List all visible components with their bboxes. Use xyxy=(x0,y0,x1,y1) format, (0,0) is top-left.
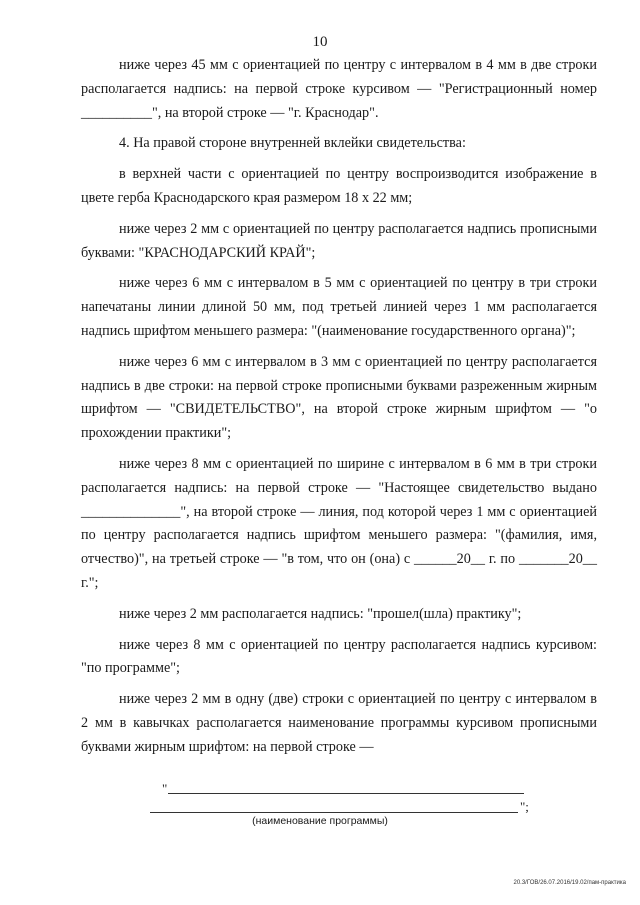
program-line-1 xyxy=(168,793,524,794)
document-footer-code: 20.3/ГОВ/26.07.2016/19.02/пам-практика xyxy=(513,880,626,886)
paragraph: в верхней части с ориентацией по центру воспроизводится изображение в цвете герба Краснодарского края размером 18 х 22 мм; xyxy=(81,166,597,206)
paragraph: ниже через 2 мм располагается надпись: "прошел(шла) практику"; xyxy=(119,605,522,622)
paragraph: ниже через 2 мм в одну (две) строки с ориентацией по центру с интервалом в 2 мм в кавычках располагается наименование программы курсивом прописными буквами жирным шрифтом: на первой строке — xyxy=(81,691,597,755)
program-close-quote: "; xyxy=(520,799,529,814)
document-body xyxy=(81,54,597,767)
paragraph: ниже через 2 мм с ориентацией по центру располагается надпись прописными буквами: "КРАСНОДАРСКИЙ КРАЙ"; xyxy=(81,220,597,261)
program-caption: (наименование программы) xyxy=(252,815,388,827)
paragraph: ниже через 45 мм с ориентацией по центру с интервалом в 4 мм в две строки располагается надпись: на первой строке курсивом — "Регистрационный номер __________", на второй строке — "г. Краснодар". xyxy=(81,57,597,121)
page-number: 10 xyxy=(312,34,328,50)
paragraph: ниже через 8 мм с ориентацией по ширине с интервалом в 6 мм в три строки располагается надпись: на первой строке — "Настоящее свидетельство выдано ______________", на второй строке — линия, под которой через 1 мм с ориентацией по центру располагается надпись шрифтом меньшего размера: "(фамилия, имя, отчество)", на третьей строке — "в том, что он (она) с ______20__ г. по _______20__ г."; xyxy=(81,455,597,591)
paragraph: ниже через 8 мм с ориентацией по центру располагается надпись курсивом: "по программе"; xyxy=(81,636,597,677)
program-line-2 xyxy=(150,812,518,813)
program-open-quote: " xyxy=(162,781,168,796)
paragraph: ниже через 6 мм с интервалом в 3 мм с ориентацией по центру располагается надпись в две строки: на первой строке прописными буквами разреженным жирным шрифтом — "СВИДЕТЕЛЬСТВО", на второй строке жирным шрифтом — "о прохождении практики"; xyxy=(81,353,597,442)
paragraph: 4. На правой стороне внутренней вклейки свидетельства: xyxy=(119,135,466,152)
paragraph: ниже через 6 мм с интервалом в 5 мм с ориентацией по центру в три строки напечатаны линии длиной 50 мм, под третьей линией через 1 мм располагается надпись шрифтом меньшего размера: "(наименование государственного органа)"; xyxy=(81,275,597,339)
